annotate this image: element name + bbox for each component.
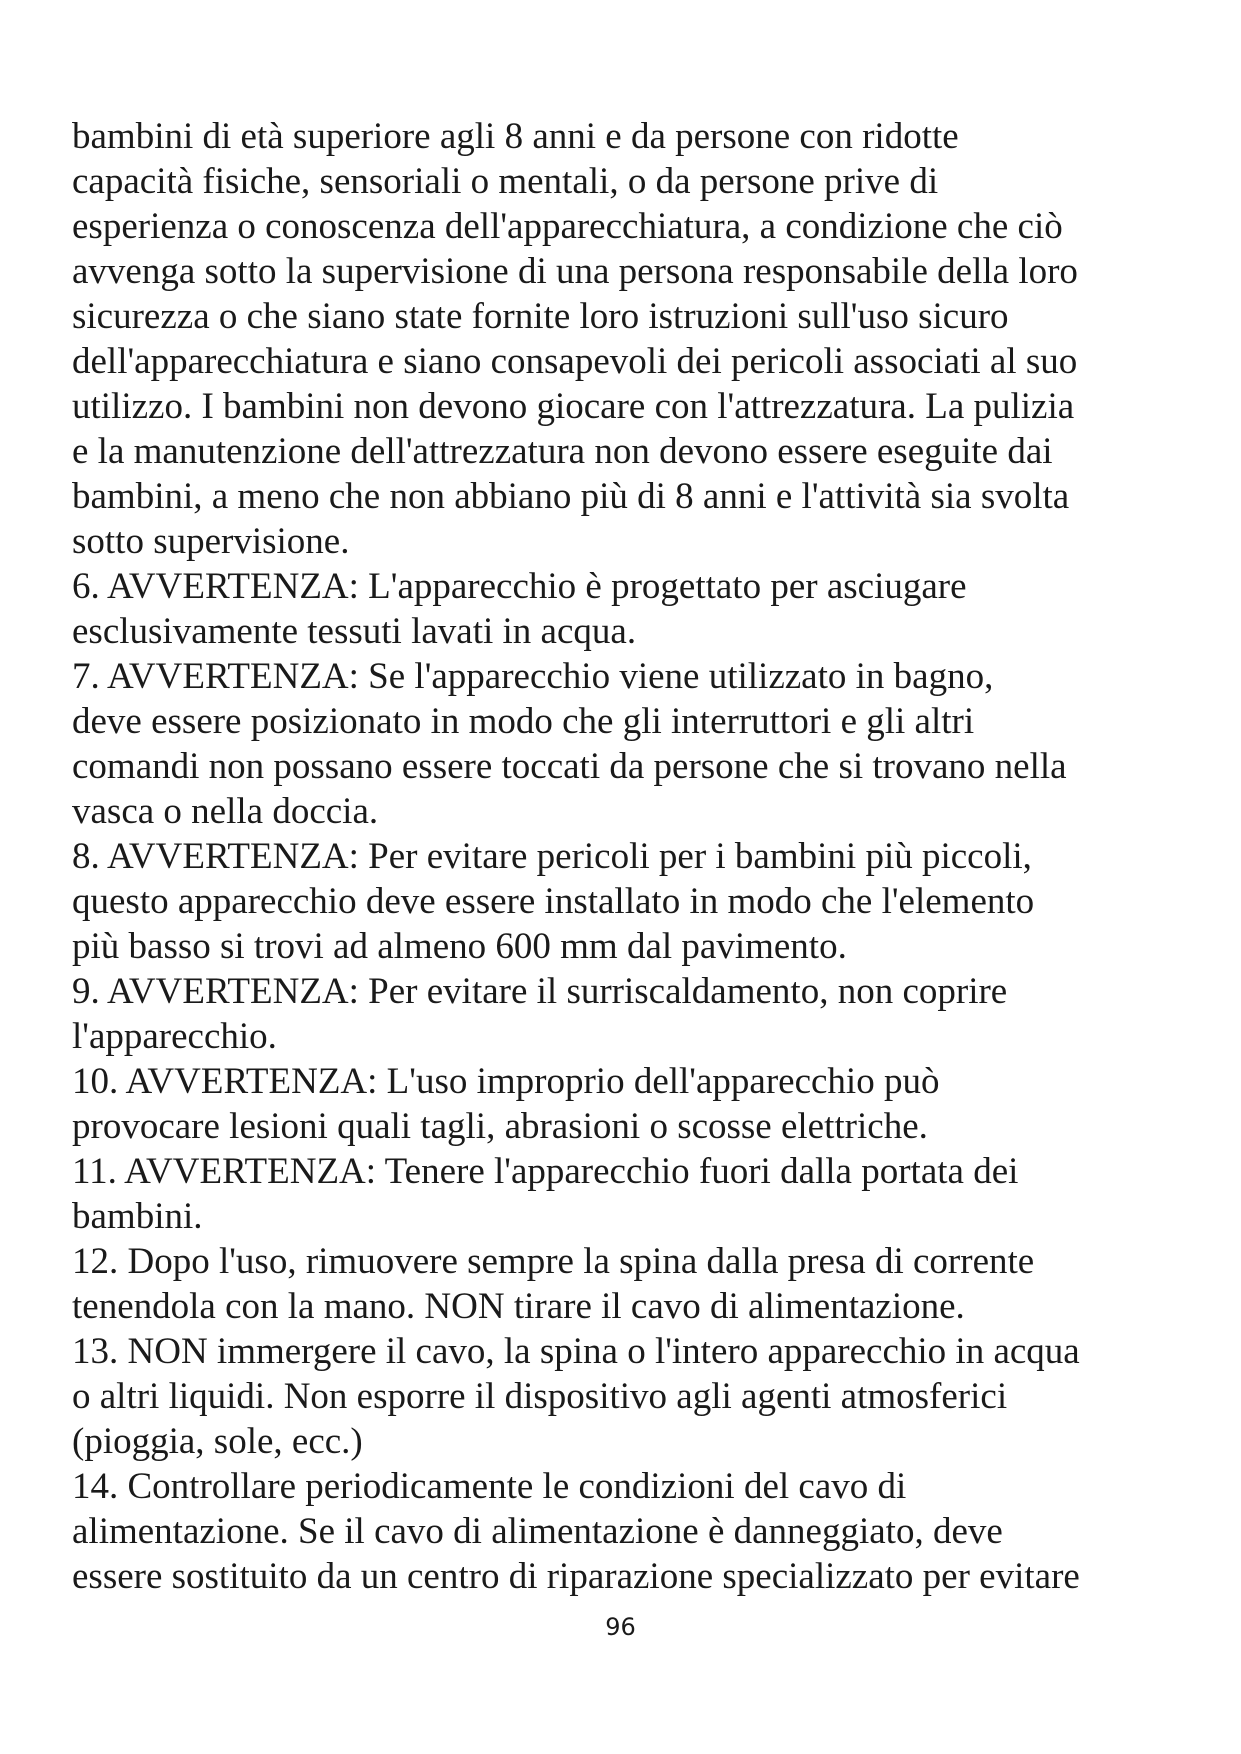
text-line: bambini. — [72, 1196, 203, 1237]
page-number: 96 — [605, 1613, 636, 1641]
text-line: essere sostituito da un centro di riparazione specializzato per evitare — [72, 1556, 1080, 1597]
instruction-item-12: 12. Dopo l'uso, rimuovere sempre la spina dalla presa di corrente — [72, 1241, 1035, 1282]
text-line: alimentazione. Se il cavo di alimentazione è danneggiato, deve — [72, 1511, 1003, 1552]
text-line: dell'apparecchiatura e siano consapevoli dei pericoli associati al suo — [72, 341, 1078, 382]
warning-item-9: 9. AVVERTENZA: Per evitare il surriscaldamento, non coprire — [72, 971, 1008, 1012]
text-line: (pioggia, sole, ecc.) — [72, 1421, 363, 1462]
text-line: bambini, a meno che non abbiano più di 8 anni e l'attività sia svolta — [72, 476, 1070, 517]
text-line: deve essere posizionato in modo che gli interruttori e gli altri — [72, 701, 975, 742]
text-line: tenendola con la mano. NON tirare il cavo di alimentazione. — [72, 1286, 965, 1327]
text-line: utilizzo. I bambini non devono giocare con l'attrezzatura. La pulizia — [72, 386, 1075, 427]
text-line: capacità fisiche, sensoriali o mentali, o da persone prive di — [72, 161, 939, 202]
text-line: sicurezza o che siano state fornite loro istruzioni sull'uso sicuro — [72, 296, 1009, 337]
instruction-item-13: 13. NON immergere il cavo, la spina o l'intero apparecchio in acqua — [72, 1331, 1080, 1372]
text-line: comandi non possano essere toccati da persone che si trovano nella — [72, 746, 1067, 787]
instruction-item-14: 14. Controllare periodicamente le condizioni del cavo di — [72, 1466, 907, 1507]
text-line: avvenga sotto la supervisione di una persona responsabile della loro — [72, 251, 1078, 292]
text-line: o altri liquidi. Non esporre il dispositivo agli agenti atmosferici — [72, 1376, 1008, 1417]
warning-item-6: 6. AVVERTENZA: L'apparecchio è progettato per asciugare — [72, 566, 967, 607]
text-line: esperienza o conoscenza dell'apparecchiatura, a condizione che ciò — [72, 206, 1063, 247]
text-line: bambini di età superiore agli 8 anni e da persone con ridotte — [72, 116, 959, 157]
warning-item-11: 11. AVVERTENZA: Tenere l'apparecchio fuori dalla portata dei — [72, 1151, 1019, 1192]
text-line: sotto supervisione. — [72, 521, 350, 562]
warning-item-10: 10. AVVERTENZA: L'uso improprio dell'apparecchio può — [72, 1061, 940, 1102]
warning-item-7: 7. AVVERTENZA: Se l'apparecchio viene utilizzato in bagno, — [72, 656, 994, 697]
text-line: vasca o nella doccia. — [72, 791, 379, 832]
text-line: e la manutenzione dell'attrezzatura non devono essere eseguite dai — [72, 431, 1053, 472]
warning-item-8: 8. AVVERTENZA: Per evitare pericoli per i bambini più piccoli, — [72, 836, 1032, 877]
text-line: più basso si trovi ad almeno 600 mm dal pavimento. — [72, 926, 847, 967]
text-line: l'apparecchio. — [72, 1016, 277, 1057]
text-line: provocare lesioni quali tagli, abrasioni o scosse elettriche. — [72, 1106, 928, 1147]
text-line: esclusivamente tessuti lavati in acqua. — [72, 611, 637, 652]
text-line: questo apparecchio deve essere installato in modo che l'elemento — [72, 881, 1035, 922]
body-text — [72, 114, 1172, 1599]
